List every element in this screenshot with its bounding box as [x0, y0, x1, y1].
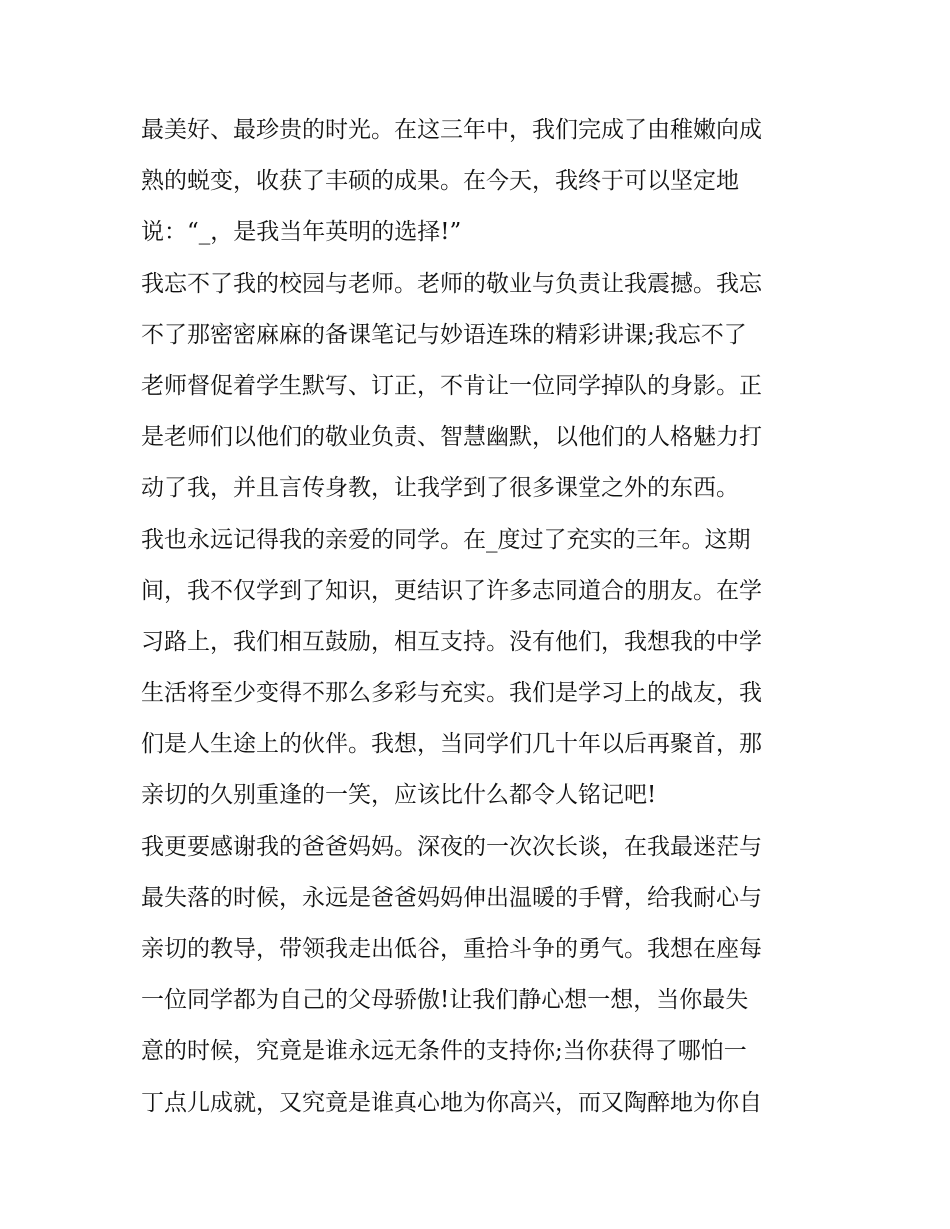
- paragraph-3: [141, 515, 813, 822]
- text-line: 意的时候，究竟是谁永远无条件的支持你;当你获得了哪怕一: [141, 1038, 747, 1065]
- paragraph-1: [141, 105, 813, 259]
- text-line: 说：“_，是我当年英明的选择!”: [141, 219, 462, 246]
- text-line: 最失落的时候，永远是爸爸妈妈伸出温暖的手臂，给我耐心与: [141, 884, 762, 911]
- text-line: 们是人生途上的伙伴。我想，当同学们几十年以后再聚首，那: [141, 731, 762, 758]
- text-line: 我更要感谢我的爸爸妈妈。深夜的一次次长谈，在我最迷茫与: [141, 833, 762, 860]
- text-line: 生活将至少变得不那么多彩与充实。我们是学习上的战友，我: [141, 680, 762, 707]
- text-line: 动了我，并且言传身教，让我学到了很多课堂之外的东西。: [141, 475, 739, 502]
- text-line: 是老师们以他们的敬业负责、智慧幽默，以他们的人格魅力打: [141, 424, 762, 451]
- text-line: 丁点儿成就，又究竟是谁真心地为你高兴，而又陶醉地为你自: [141, 1089, 762, 1116]
- text-line: 老师督促着学生默写、订正，不肯让一位同学掉队的身影。正: [141, 372, 762, 399]
- text-line: 我忘不了我的校园与老师。老师的敬业与负责让我震撼。我忘: [141, 270, 762, 297]
- text-line: 熟的蜕变，收获了丰硕的成果。在今天，我终于可以坚定地: [141, 168, 739, 195]
- text-line: 我也永远记得我的亲爱的同学。在_度过了充实的三年。这期: [141, 526, 751, 553]
- text-line: 亲切的久别重逢的一笑，应该比什么都令人铭记吧!: [141, 782, 657, 809]
- text-line: 间，我不仅学到了知识，更结识了许多志同道合的朋友。在学: [141, 577, 762, 604]
- text-line: 不了那密密麻麻的备课笔记与妙语连珠的精彩讲课;我忘不了: [141, 321, 747, 348]
- text-line: 最美好、最珍贵的时光。在这三年中，我们完成了由稚嫩向成: [141, 117, 762, 143]
- paragraph-4: [141, 822, 813, 1129]
- text-line: 习路上，我们相互鼓励，相互支持。没有他们，我想我的中学: [141, 628, 762, 655]
- text-line: 亲切的教导，带领我走出低谷，重拾斗争的勇气。我想在座每: [141, 936, 762, 962]
- document-body: [141, 105, 813, 1129]
- text-line: 一位同学都为自己的父母骄傲!让我们静心想一想，当你最失: [141, 987, 749, 1014]
- paragraph-2: [141, 259, 813, 515]
